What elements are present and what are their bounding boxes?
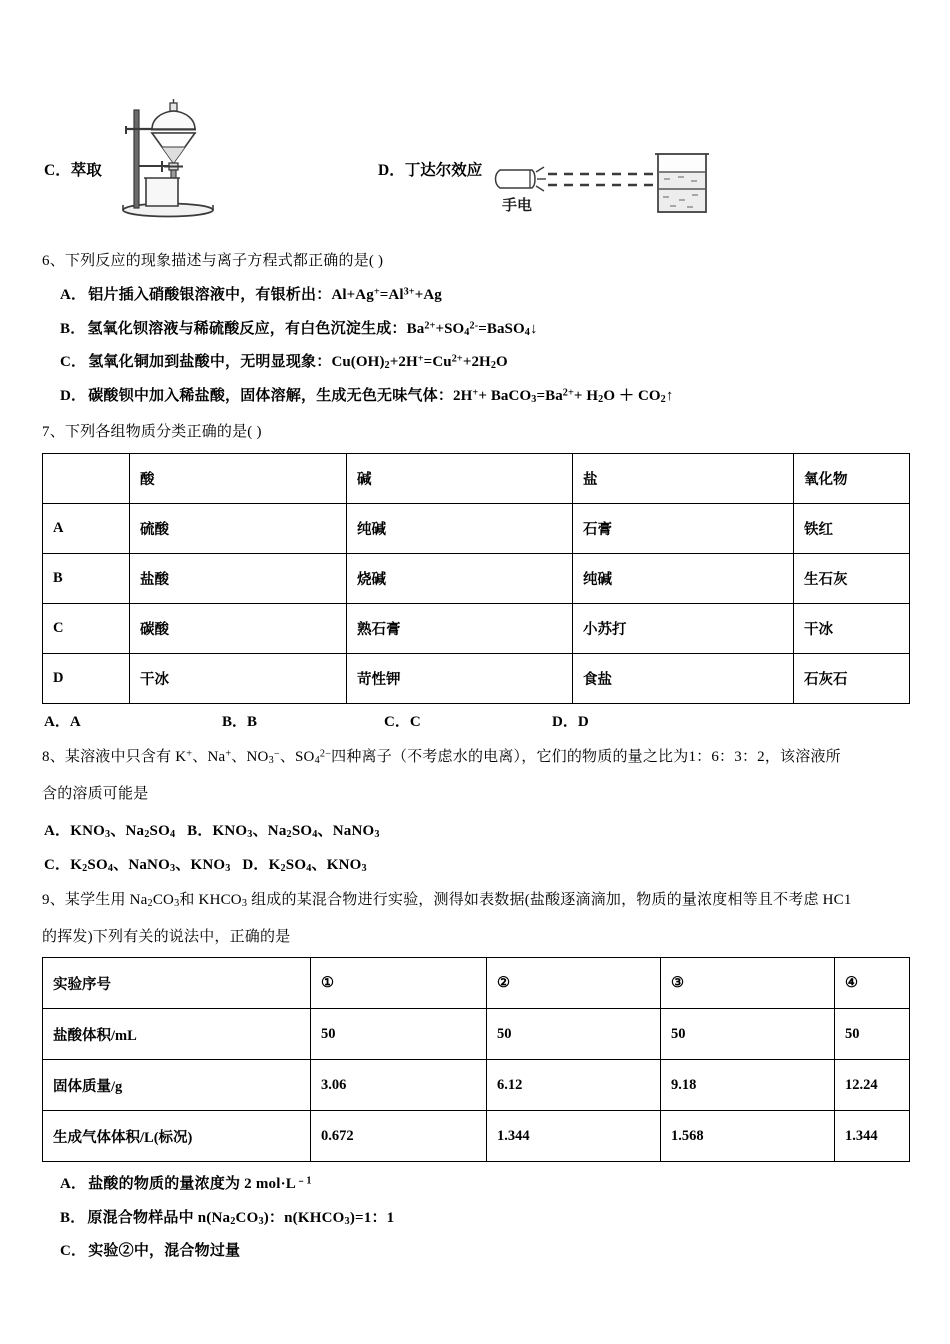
table-header-oxide: 氧化物 [794, 453, 910, 503]
cell-gas-volume-1: 0.672 [311, 1111, 487, 1162]
question-6-stem: 6、下列反应的现象描述与离子方程式都正确的是( ) [42, 253, 384, 269]
question-7-choice-c[interactable]: C．C [384, 713, 421, 730]
row-label-d: D [43, 653, 130, 703]
cell-gas-volume-2: 1.344 [487, 1111, 661, 1162]
cell-c-salt: 小苏打 [573, 603, 794, 653]
svg-text:手电: 手电 [502, 198, 533, 214]
question-9-option-a [60, 1173, 910, 1196]
table-row [43, 503, 910, 553]
table-header-base: 碱 [347, 453, 573, 503]
cell-solid-mass-1: 3.06 [311, 1060, 487, 1111]
option-c-formula: $Cu(OH)_2+2H^+=Cu^{2+}+2H_2O$ [331, 354, 508, 372]
option-a-text: 铝片插入硝酸银溶液中，有银析出： [88, 287, 332, 304]
cell-gas-volume-3: 1.568 [661, 1111, 835, 1162]
option-c-lead: C． [60, 354, 87, 371]
cell-hcl-volume-3: 50 [661, 1009, 835, 1060]
row-label-c: C [43, 603, 130, 653]
row-label-b: B [43, 553, 130, 603]
cell-c-acid: 碳酸 [130, 603, 347, 653]
option-d-tyndall-label: D．丁达尔效应 [378, 162, 483, 179]
question-7-choice-a[interactable]: A．A [44, 713, 81, 730]
cell-a-base: 纯碱 [347, 503, 573, 553]
table-row [43, 603, 910, 653]
cell-d-oxide: 石灰石 [794, 653, 910, 703]
option-c-lead: C． [60, 1243, 87, 1260]
cell-b-base: 烧碱 [347, 553, 573, 603]
cell-d-salt: 食盐 [573, 653, 794, 703]
cell-experiment-1: ① [311, 958, 487, 1009]
question-6-option-a [60, 284, 910, 307]
option-a-text: 盐酸的物质的量浓度为 2 $mol\cdot L^{﹣1}$ [88, 1175, 312, 1193]
option-b-formula: $Ba^{2+}+SO_4^{2-}=BaSO_4↓$ [406, 320, 538, 338]
cell-a-salt: 石膏 [573, 503, 794, 553]
question-7-choice-d[interactable]: D．D [552, 713, 589, 730]
cell-a-oxide: 铁红 [794, 503, 910, 553]
question-7-stem: 7、下列各组物质分类正确的是( ) [42, 424, 262, 441]
question-8-stem-line-1: 8、某溶液中只含有 K+、Na+、$NO_3^-$、$SO_4^{2-}$四种离子（不考虑水的电离），它们的物质的量之比为1：6：3：2，该溶液所 [42, 748, 841, 766]
cell-gas-volume-4: 1.344 [835, 1111, 910, 1162]
table-header-acid: 酸 [130, 453, 347, 503]
question-8-stem-line-2: 含的溶质可能是 [42, 785, 149, 802]
cell-experiment-4: ④ [835, 958, 910, 1009]
question-9-option-c [60, 1240, 910, 1263]
separatory-funnel-extraction-apparatus [110, 96, 230, 220]
question-6-option-b [60, 318, 910, 341]
row-label-experiment-number: 实验序号 [43, 958, 311, 1009]
cell-experiment-3: ③ [661, 958, 835, 1009]
cell-c-base: 熟石膏 [347, 603, 573, 653]
cell-hcl-volume-4: 50 [835, 1009, 910, 1060]
cell-d-base: 苛性钾 [347, 653, 573, 703]
option-d-text: 碳酸钡中加入稀盐酸，固体溶解，生成无色无味气体： [88, 387, 454, 404]
option-d-formula: $2H^++ BaCO_3=Ba^{2+}+ H_2O$ ＋ $CO_2↑$ [453, 387, 674, 406]
cell-hcl-volume-2: 50 [487, 1009, 661, 1060]
table-header-salt: 盐 [573, 453, 794, 503]
question-9-stem-line-2: 的挥发)下列有关的说法中，正确的是 [42, 928, 291, 945]
row-label-hcl-volume: 盐酸体积/mL [43, 1009, 311, 1060]
table-row [43, 653, 910, 703]
option-b-text: 氢氧化钡溶液与稀硫酸反应，有白色沉淀生成： [87, 320, 407, 337]
cell-solid-mass-4: 12.24 [835, 1060, 910, 1111]
row-label-solid-mass: 固体质量/g [43, 1060, 311, 1111]
question-9-experiment-data-table [42, 957, 910, 1162]
page-content [42, 0, 910, 1274]
question-7-choices [44, 710, 910, 732]
question-8-options-line-2: C．$K_2SO_4$、NaNO$_3$、$KNO_3$ D．$K_2SO_4$、$KNO_3$ [44, 857, 367, 875]
table-row [43, 1111, 910, 1162]
option-c-extraction-label: C．萃取 [44, 162, 102, 179]
table-row [43, 553, 910, 603]
question-9-option-b [60, 1207, 910, 1230]
table-row [43, 958, 910, 1009]
option-a-formula: $Al+Ag^+=Al^{3+}+Ag$ [331, 286, 442, 304]
table-header-row [43, 453, 910, 503]
figure-options-row [42, 96, 910, 236]
option-a-lead: A． [60, 287, 87, 304]
question-9-stem-line-1: 9、某学生用 $Na_2CO_3$和 $KHCO_3$ 组成的某混合物进行实验，测得如表数据(盐酸逐滴滴加，物质的量浓度相等且不考虑 HC1 [42, 891, 852, 909]
question-6-option-d [60, 385, 910, 408]
cell-b-salt: 纯碱 [573, 553, 794, 603]
cell-d-acid: 干冰 [130, 653, 347, 703]
table-row [43, 1060, 910, 1111]
table-row [43, 1009, 910, 1060]
question-6-option-c [60, 351, 910, 374]
question-7-classification-table [42, 453, 910, 704]
cell-a-acid: 硫酸 [130, 503, 347, 553]
cell-solid-mass-3: 9.18 [661, 1060, 835, 1111]
tyndall-effect-flashlight-beaker [492, 148, 722, 228]
option-a-lead: A． [60, 1176, 87, 1193]
option-c-text: 实验②中，混合物过量 [88, 1243, 241, 1260]
option-b-lead: B． [60, 320, 86, 337]
option-c-text: 氢氧化铜加到盐酸中，无明显现象： [88, 354, 332, 371]
cell-b-oxide: 生石灰 [794, 553, 910, 603]
option-b-text: 原混合物样品中 $n(Na_2CO_3)$：$n(KHCO_3)=1$：1 [87, 1209, 395, 1227]
cell-c-oxide: 干冰 [794, 603, 910, 653]
table-header-corner [43, 453, 130, 503]
option-b-lead: B． [60, 1209, 86, 1226]
cell-b-acid: 盐酸 [130, 553, 347, 603]
row-label-gas-volume: 生成气体体积/L(标况) [43, 1111, 311, 1162]
option-d-lead: D． [60, 387, 87, 404]
cell-solid-mass-2: 6.12 [487, 1060, 661, 1111]
cell-hcl-volume-1: 50 [311, 1009, 487, 1060]
question-7-choice-b[interactable]: B．B [222, 713, 258, 730]
row-label-a: A [43, 503, 130, 553]
question-8-options-line-1: A．$KNO_3$、$Na_2SO_4$ B．$KNO_3$、$Na_2SO_4$、NaNO$_3$ [44, 823, 380, 841]
cell-experiment-2: ② [487, 958, 661, 1009]
